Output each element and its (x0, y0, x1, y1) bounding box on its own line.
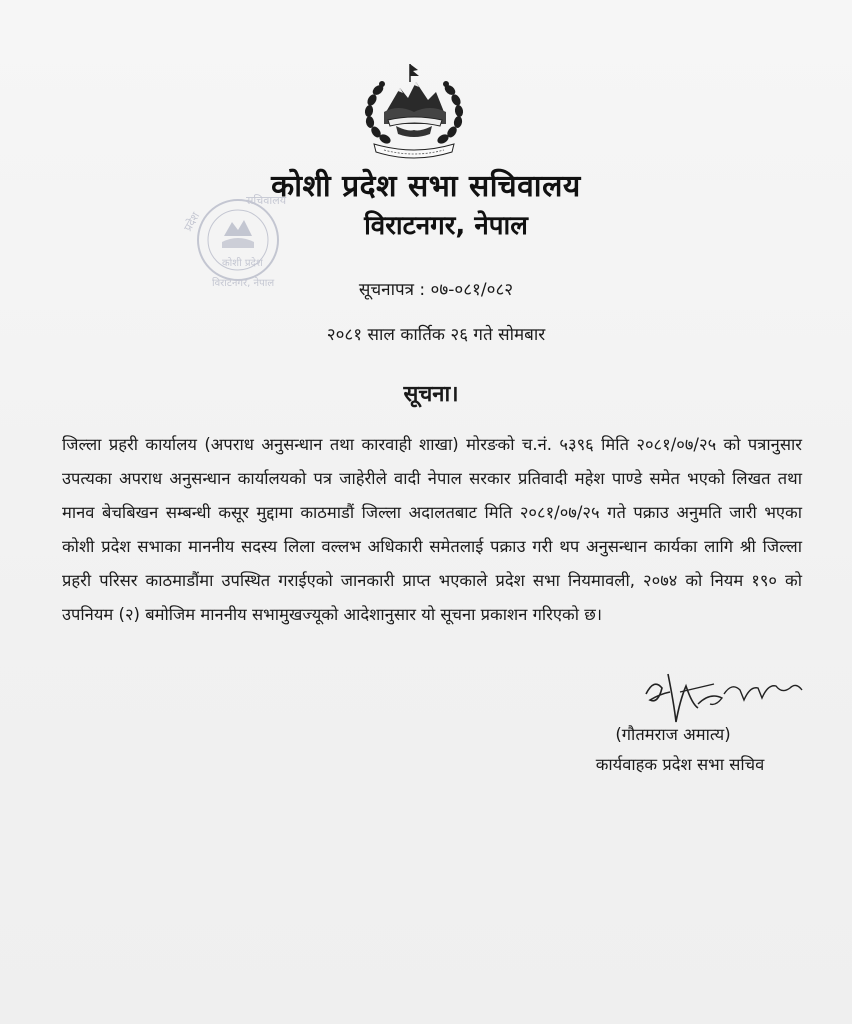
svg-text:सचिवालय: सचिवालय (246, 194, 287, 207)
office-title: कोशी प्रदेश सभा सचिवालय (271, 169, 581, 204)
office-location: विराटनगर, नेपाल (364, 211, 528, 241)
svg-text:विराटनगर, नेपाल: विराटनगर, नेपाल (212, 278, 275, 289)
notice-body (62, 428, 802, 632)
notice-heading: सूचना। (403, 382, 459, 407)
svg-text:प्रदेश: प्रदेश (181, 210, 203, 234)
notice-date: २०८१ साल कार्तिक २६ गते सोमबार (326, 325, 546, 345)
signatory-title: कार्यवाहक प्रदेश सभा सचिव (595, 755, 765, 774)
notice-number: सूचनापत्र : ०७-०८१/०८२ (358, 280, 514, 300)
svg-text:कोशी प्रदेश: कोशी प्रदेश (222, 258, 263, 269)
signatory-name: (गौतमराज अमात्य) (615, 725, 731, 744)
notice-body-paragraph: जिल्ला प्रहरी कार्यालय (अपराध अनुसन्धान तथा कारवाही शाखा) मोरङको च.नं. ५३९६ मिति २०८१/०७/२५ को पत्रानुसार उपत्यका अपराध अनुसन्धान कार्यालयको पत्र जाहेरीले वादी नेपाल सरकार प्रतिवादी महेश पाण्डे समेत भएको लिखत तथा मानव बेचबिखन सम्बन्धी कसूर मुद्दामा काठमाडौं जिल्ला अदालतबाट मिति २०८१/०७/२५ गते पक्राउ अनुमति जारी भएका कोशी प्रदेश सभाका माननीय सदस्य लिला वल्लभ अधिकारी समेतलाई पक्राउ गरी थप अनुसन्धान कार्यका लागि श्री जिल्ला प्रहरी परिसर काठमाडौंमा उपस्थित गराईएको जानकारी प्राप्त भएकाले प्रदेश सभा नियमावली, २०७४ को नियम १९० को उपनियम (२) बमोजिम माननीय सभामुखज्यूको आदेशानुसार यो सूचना प्रकाशन गरिएको छ। (62, 435, 802, 624)
nepal-emblem-icon (358, 60, 470, 160)
